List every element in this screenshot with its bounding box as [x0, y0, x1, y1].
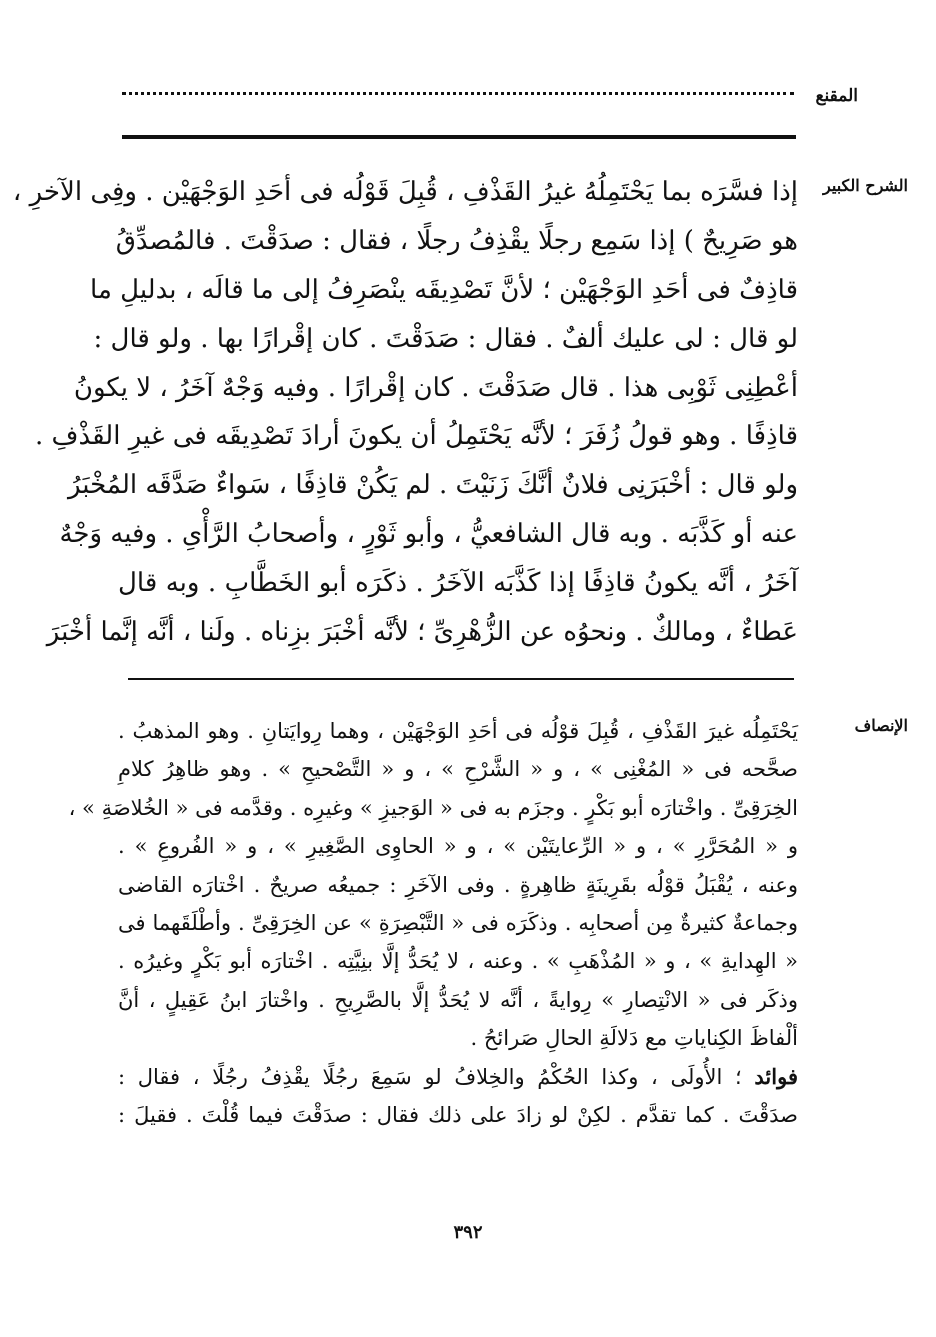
- sharh-text-block: [12, 168, 798, 657]
- sharh-line: عنه أو كَذَّبَه . وبه قال الشافعيُّ ، وأبو ثَوْرٍ ، وأصحابُ الرَّأْىِ . وفيه وَجْهٌ: [59, 519, 798, 550]
- insaf-line: الخِرَقِىِّ . واخْتارَه أبو بَكْرٍ . وجزَم به فى « الوَجيزِ » وغيرِه . وقدَّمه فى « الخُلاصَةِ » ،: [68, 795, 798, 820]
- section-label-insaf: الإنصاف: [854, 716, 908, 735]
- header-rule: [122, 135, 796, 139]
- insaf-line: يَحْتَمِلُه غيرَ القَذْفِ ، قُبِلَ قوْلُه فى أحَدِ الوَجْهَيْن ، وهما رِوايَتانِ . وهو المذهبُ .: [118, 719, 798, 743]
- insaf-line: وعنه ، يُقْبَلُ قوْلُه بقَرِينَةٍ ظاهِرةٍ . وفى الآخَرِ : جميعُه صريحٌ . اخْتارَه القاضى: [118, 872, 798, 897]
- sharh-line: آخَرُ ، أنَّه يكونُ قاذِفًا إذا كَذَّبَه الآخَرُ . ذكَرَه أبو الخَطَّابِ . وبه قال: [118, 568, 798, 599]
- section-divider: [128, 678, 794, 680]
- insaf-line: ألْفاظَ الكِناياتِ مع دَلالَةِ الحالِ صَرائحُ .: [470, 1026, 798, 1051]
- sharh-line: لو قال : لى عليك ألفٌ . فقال : صَدَقْتَ . كان إقْرارًا بها . ولو قال :: [93, 323, 798, 354]
- running-header-title: المقنع: [815, 86, 858, 106]
- section-label-sharh: الشرح الكبير: [823, 176, 908, 195]
- insaf-text-block: [68, 712, 798, 1134]
- sharh-line: إذا فسَّرَه بما يَحْتَمِلُهُ غيرُ القَذْفِ ، قُبِلَ قَوْلُه فى أحَدِ الوَجْهَيْن . وفِى الآخرِ ،: [12, 177, 798, 207]
- sharh-line: قاذِفًا . وهو قولُ زُفَرَ ؛ لأنَّه يَحْتَمِلُ أن يكونَ أرادَ تَصْدِيقَه فى غيرِ القَذْفِ .: [35, 421, 798, 452]
- benefits-heading: فوائد: [754, 1063, 798, 1089]
- insaf-line: وذكَر فى « الانْتِصارِ » رِوايةً ، أنَّه لا يُحَدُّ إلَّا بالصَّرِيحِ . واخْتارَ ابنُ عَقِيلٍ ، أنَّ: [118, 987, 798, 1012]
- insaf-line: صحَّحه فى « المُغْنِى » ، و « الشَّرْحِ » ، و « التَّصْحيحِ » . وهو ظاهِرُ كلامِ: [118, 757, 798, 782]
- page-number: ٣٩٢: [453, 1222, 483, 1243]
- insaf-line-text: ؛ الأُولَى ، وكذا الحُكْمُ والخِلافُ لو سَمِعَ رجُلًا يقْذِفُ رجُلًا ، فقال :: [118, 1064, 742, 1089]
- sharh-line: أعْطِنِى ثَوْبِى هذا . قال صَدَقْتَ . كان إقْرارًا . وفيه وَجْهٌ آخَرُ ، لا يكونُ: [73, 372, 798, 403]
- insaf-line: « الهِدايةِ » ، و « المُذْهَبِ » . وعنه ، لا يُحَدُّ إلَّا بنِيَّتِه . اخْتارَه أبو بَكْرٍ وغيرُه .: [118, 949, 798, 974]
- insaf-line: صدَقْتَ . كما تقدَّم . لكِنْ لو زادَ على ذلك فقال : صدَقْتَ فيما قُلْتَ . فقيلَ :: [118, 1102, 798, 1127]
- sharh-line: ولو قال : أخْبَرَنِى فلانٌ أنَّكَ زَنَيْتَ . لم يَكُنْ قاذِفًا ، سَواءٌ صَدَّقَه المُخْبَرُ: [67, 470, 798, 501]
- insaf-line: و « المُحَرَّرِ » ، و « الرِّعايتَيْن » ، و « الحاوِى الصَّغِيرِ » ، و « الفُروعِ » .: [118, 834, 798, 859]
- header-dotted-leader: [122, 92, 794, 95]
- sharh-line: عَطاءٌ ، ومالكٌ . ونحوُه عن الزُّهْرِىِّ ؛ لأنَّه أخْبَرَ بزِناه . ولَنا ، أنَّه إنَّما أخْبَرَ: [46, 617, 798, 648]
- sharh-line: قاذِفٌ فى أحَدِ الوَجْهَيْن ؛ لأنَّ تَصْدِيقَه ينْصَرِفُ إلى ما قالَه ، بدليلِ ما: [90, 274, 798, 305]
- insaf-benefits-line: [118, 1058, 798, 1096]
- sharh-line: هو صَرِيحٌ ) إذا سَمِع رجلًا يقْذِفُ رجلًا ، فقال : صدَقْتَ . فالمُصدِّقُ: [115, 225, 798, 256]
- insaf-line: وجماعةٌ كثيرةٌ مِن أصحابِه . وذكَرَه فى « التَّبْصِرَةِ » عن الخِرَقِىِّ . وأطْلَقَهما فى: [118, 910, 798, 935]
